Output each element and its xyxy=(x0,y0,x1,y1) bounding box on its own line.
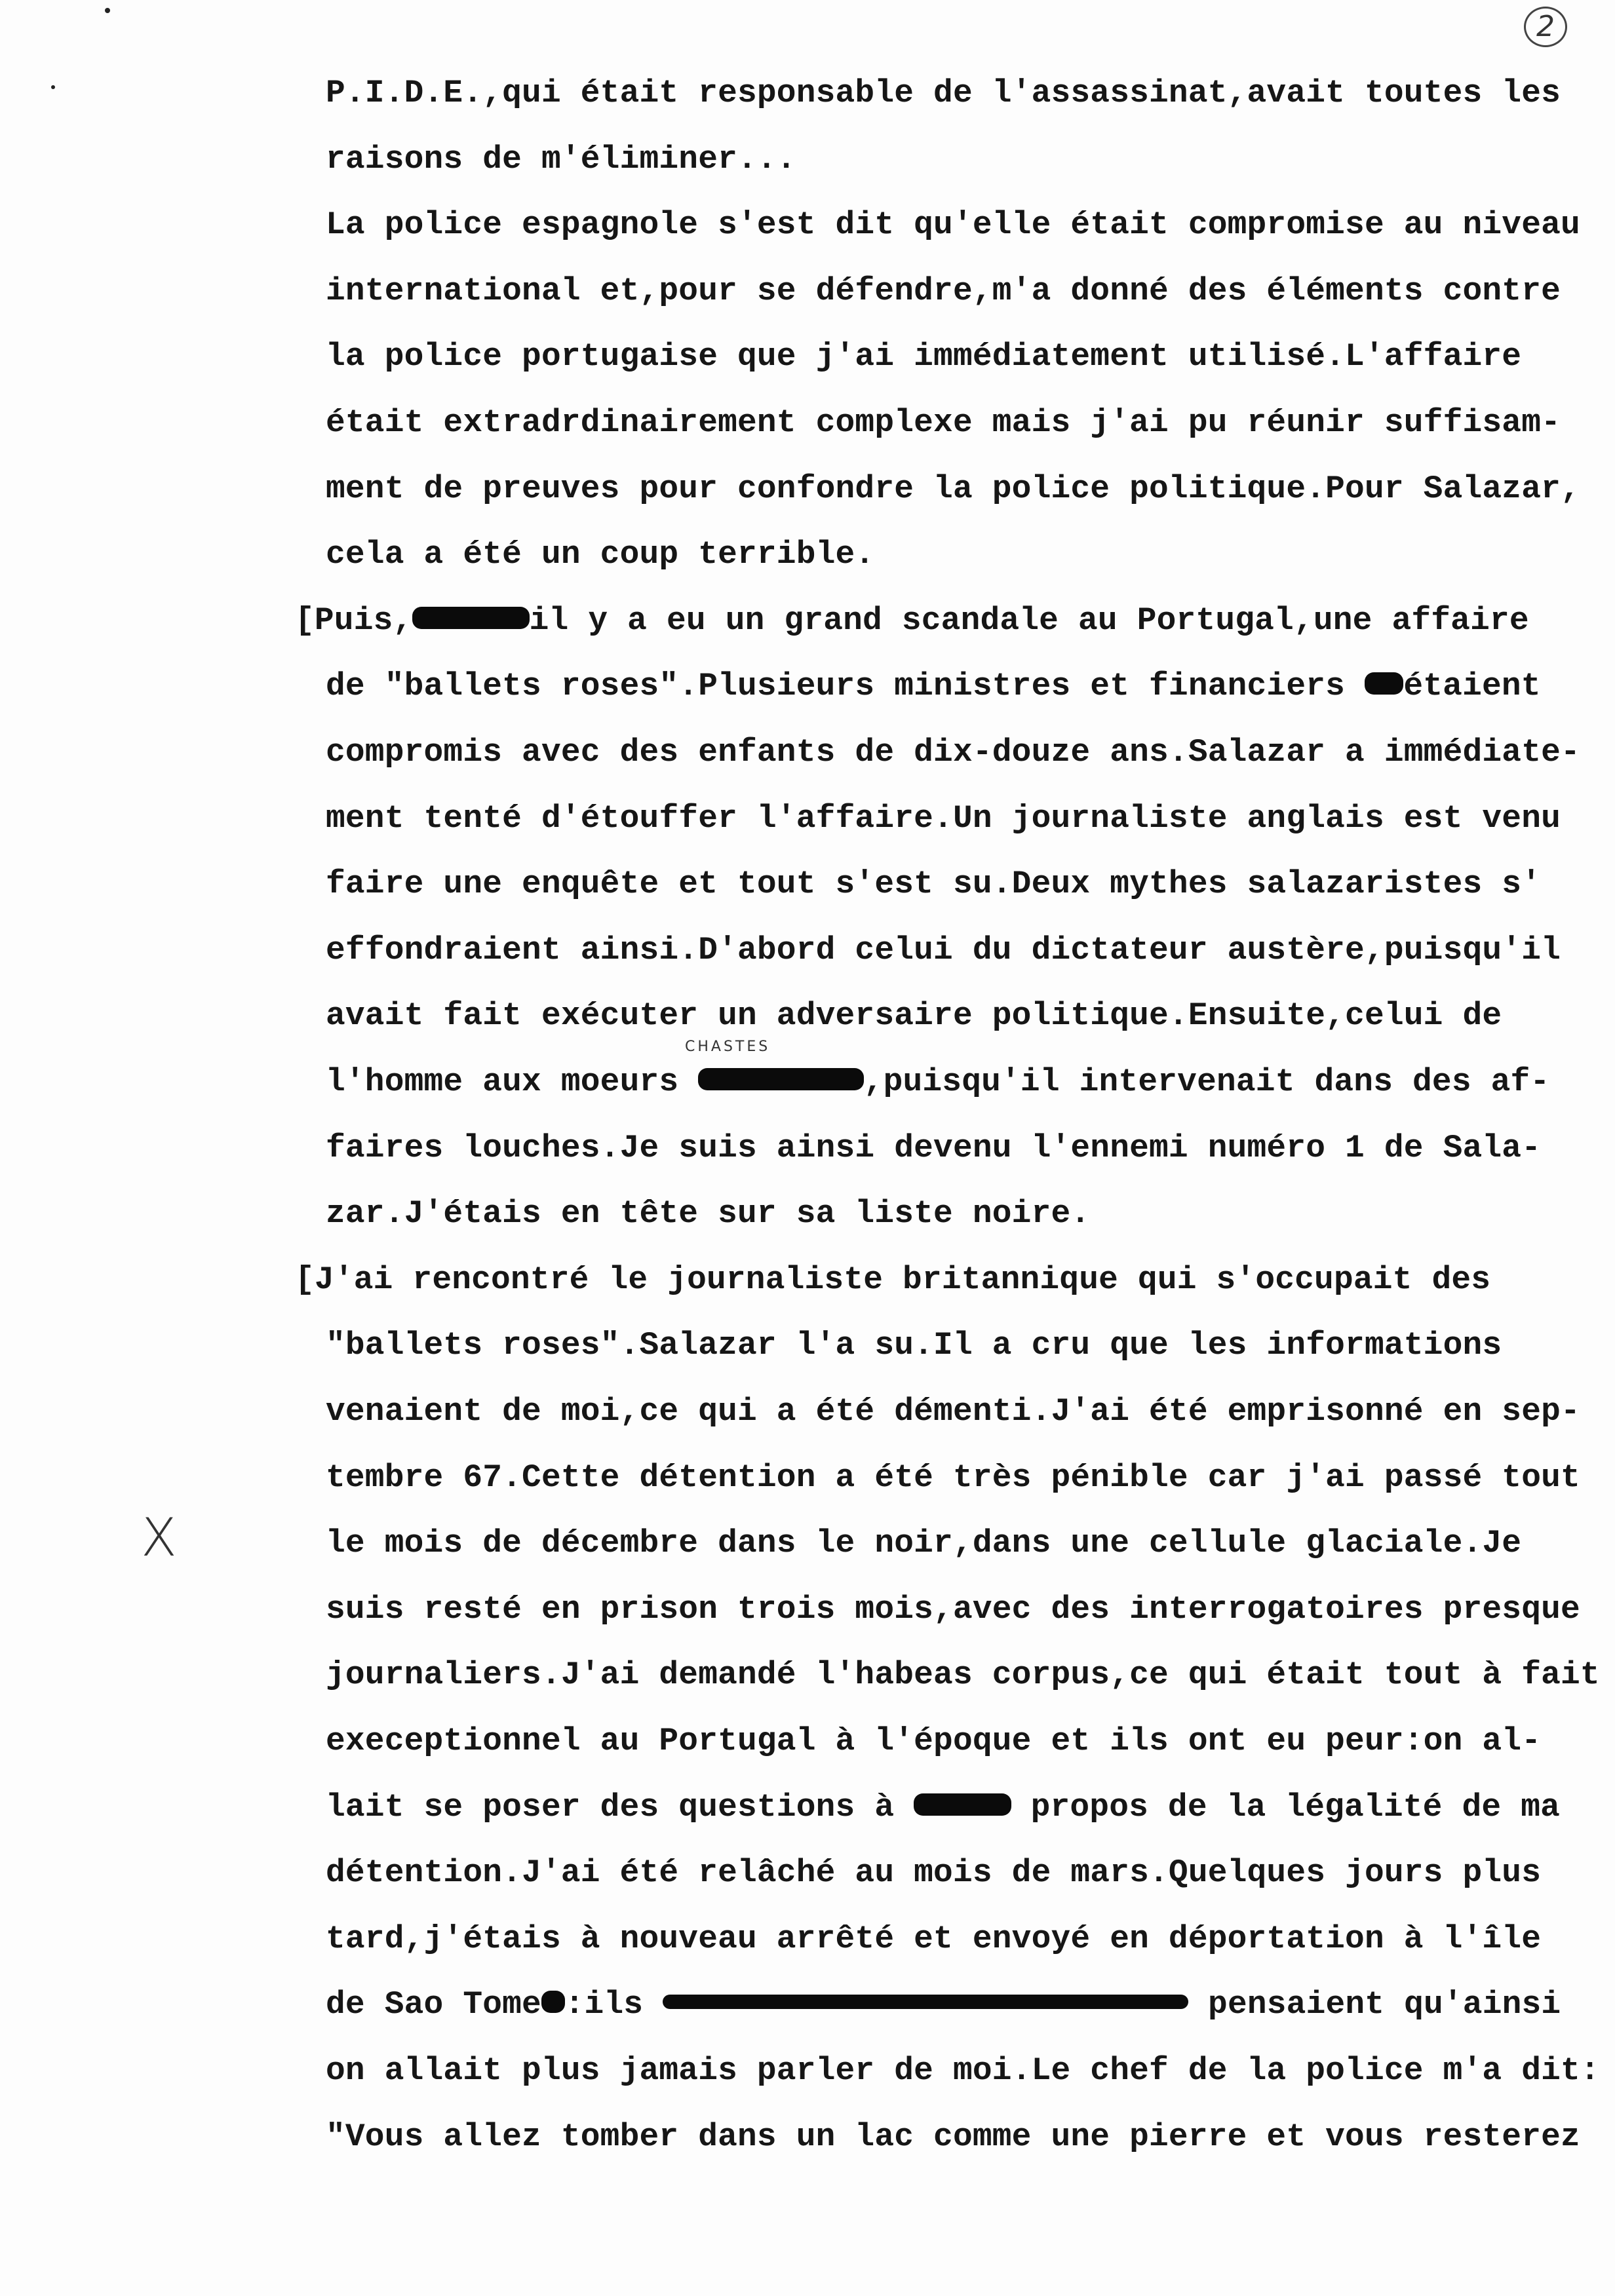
text-segment: cela a été un coup terrible. xyxy=(326,536,875,573)
text-segment: zar.J'étais en tête sur sa liste noire. xyxy=(326,1195,1091,1233)
text-segment: pensaient qu'ainsi xyxy=(1188,1986,1561,2023)
redaction-mark xyxy=(698,1068,863,1090)
speck xyxy=(51,85,55,89)
text-line xyxy=(326,140,796,179)
text-line xyxy=(326,733,1580,772)
text-segment: venaient de moi,ce qui a été démenti.J'ai été emprisonné en sep- xyxy=(326,1393,1580,1430)
redaction-mark xyxy=(663,1995,1188,2009)
handwritten-annotation: CHASTES xyxy=(685,1039,771,1055)
text-line xyxy=(326,1392,1580,1431)
text-line xyxy=(326,1523,1521,1563)
text-segment: étaient xyxy=(1403,668,1541,705)
text-segment: l'homme aux moeurs xyxy=(326,1063,699,1100)
text-line xyxy=(326,2051,1600,2090)
text-line xyxy=(326,403,1561,442)
text-segment: ment tenté d'étouffer l'affaire.Un journaliste anglais est venu xyxy=(326,799,1561,837)
text-segment: était extradrdinairement complexe mais j'ai pu réunir suffisam- xyxy=(326,404,1561,441)
text-segment: "Vous allez tomber dans un lac comme une pierre et vous resterez xyxy=(326,2118,1580,2155)
text-segment: avait fait exécuter un adversaire politique.Ensuite,celui de xyxy=(326,997,1502,1035)
text-segment: tard,j'étais à nouveau arrêté et envoyé en déportation à l'île xyxy=(326,1920,1542,1957)
text-segment: propos de la légalité de ma xyxy=(1011,1788,1561,1826)
text-line xyxy=(326,2117,1580,2156)
redaction-mark xyxy=(914,1793,1011,1816)
text-line xyxy=(326,271,1561,311)
page-number: 2 xyxy=(1524,7,1567,47)
text-segment: execeptionnel au Portugal à l'époque et ils ont eu peur:on al- xyxy=(326,1723,1542,1759)
text-segment: effondraient ainsi.D'abord celui du dictateur austère,puisqu'il xyxy=(326,931,1561,968)
text-line xyxy=(326,1326,1502,1365)
text-line xyxy=(295,1260,1490,1299)
text-segment: détention.J'ai été relâché au mois de mars.Quelques jours plus xyxy=(326,1854,1542,1892)
text-segment: compromis avec des enfants de dix-douze ans.Salazar a immédiate- xyxy=(326,734,1580,771)
text-segment: suis resté en prison trois mois,avec des interrogatoires presque xyxy=(326,1590,1580,1628)
text-segment: "ballets roses".Salazar l'a su.Il a cru que les informations xyxy=(326,1327,1502,1364)
text-line xyxy=(326,1919,1541,1959)
redaction-mark xyxy=(412,607,529,629)
text-line xyxy=(326,1458,1580,1497)
text-line xyxy=(326,205,1580,244)
text-line xyxy=(326,1128,1541,1168)
text-line xyxy=(295,601,1529,640)
text-line xyxy=(326,337,1521,376)
text-segment: faires louches.Je suis ainsi devenu l'ennemi numéro 1 de Sala- xyxy=(326,1129,1542,1166)
text-line xyxy=(326,1590,1580,1629)
text-line xyxy=(326,864,1541,904)
text-line xyxy=(326,535,874,574)
text-segment: La police espagnole s'est dit qu'elle était compromise au niveau xyxy=(326,206,1580,244)
text-segment: le mois de décembre dans le noir,dans une cellule glaciale.Je xyxy=(326,1525,1522,1562)
text-segment: tembre 67.Cette détention a été très pénible car j'ai passé tout xyxy=(326,1459,1580,1496)
text-line xyxy=(326,799,1561,838)
text-segment: international et,pour se défendre,m'a donné des éléments contre xyxy=(326,272,1561,309)
redaction-mark xyxy=(1365,672,1403,695)
text-segment: la police portugaise que j'ai immédiatement utilisé.L'affaire xyxy=(326,338,1522,375)
text-line xyxy=(326,666,1541,706)
text-segment: on allait plus jamais parler de moi.Le chef de la police m'a dit: xyxy=(326,2052,1600,2089)
text-segment: lait se poser des questions à xyxy=(326,1788,914,1826)
text-line xyxy=(326,996,1502,1035)
text-line xyxy=(326,1194,1090,1233)
text-line xyxy=(326,1721,1541,1761)
text-segment: raisons de m'éliminer... xyxy=(326,140,796,178)
text-line xyxy=(326,1985,1561,2024)
text-line xyxy=(326,1062,1549,1101)
text-line xyxy=(326,1788,1560,1827)
redaction-mark xyxy=(541,1991,565,2013)
text-line xyxy=(326,73,1561,113)
text-line xyxy=(326,469,1580,508)
text-segment: :ils xyxy=(564,1986,663,2023)
text-segment: faire une enquête et tout s'est su.Deux mythes salazaristes s' xyxy=(326,866,1542,903)
text-line xyxy=(326,930,1561,970)
text-line xyxy=(326,1655,1600,1694)
text-segment: [J'ai rencontré le journaliste britannique qui s'occupait des xyxy=(295,1261,1491,1298)
speck xyxy=(105,8,110,13)
text-segment: de Sao Tome xyxy=(326,1986,541,2023)
text-segment: de "ballets roses".Plusieurs ministres et financiers xyxy=(326,668,1365,705)
text-segment: ,puisqu'il intervenait dans des af- xyxy=(863,1063,1550,1100)
text-segment: ment de preuves pour confondre la police politique.Pour Salazar, xyxy=(326,470,1580,507)
text-segment: P.I.D.E.,qui était responsable de l'assassinat,avait toutes les xyxy=(326,75,1561,111)
text-line xyxy=(326,1853,1541,1892)
text-segment: il y a eu un grand scandale au Portugal,une affaire xyxy=(529,602,1529,639)
text-segment: [Puis, xyxy=(295,602,413,639)
text-segment: journaliers.J'ai demandé l'habeas corpus,ce qui était tout à fait xyxy=(326,1656,1600,1694)
margin-x-mark: X xyxy=(141,1507,177,1568)
